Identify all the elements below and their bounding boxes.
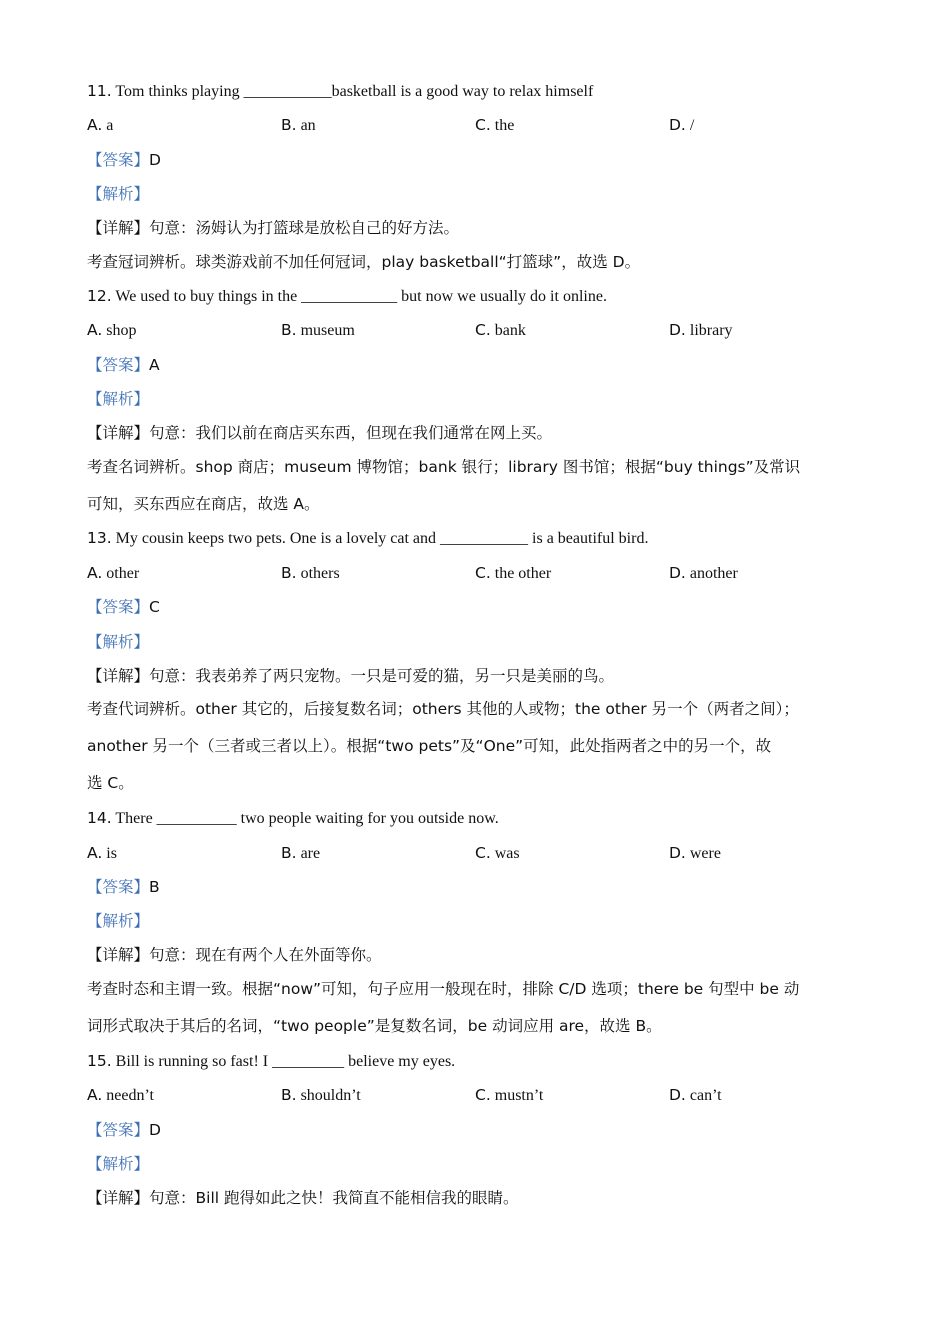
detail-line: 【详解】句意：Bill 跑得如此之快！我简直不能相信我的眼睛。 [87,1189,519,1207]
option-c: C. was [475,844,520,862]
explanation-line: 可知，买东西应在商店，故选 A。 [87,495,320,513]
option-b: B. an [281,116,316,134]
explanation-line: 选 C。 [87,774,134,792]
option-d: D. / [669,116,695,134]
option-d: D. were [669,844,721,862]
option-b: B. museum [281,321,355,339]
option-a: A. needn’t [87,1086,154,1104]
question-number: 11. [87,82,112,100]
option-d: D. another [669,564,738,582]
analysis-label: 【解析】 [87,633,150,651]
explanation-line: 考查时态和主谓一致。根据“now”可知，句子应用一般现在时，排除 C/D 选项；there be 句型中 be 动 [87,980,800,998]
option-c: C. the [475,116,515,134]
option-a: A. a [87,116,114,134]
detail-line: 【详解】句意：现在有两个人在外面等你。 [87,946,382,964]
explanation-line: 考查名词辨析。shop 商店；museum 博物馆；bank 银行；library 图书馆；根据“buy things”及常识 [87,458,801,476]
explanation-line: 词形式取决于其后的名词，“two people”是复数名词，be 动词应用 are，故选 B。 [87,1017,662,1035]
question-14-stem: 14. There __________ two people waiting for you outside now. [87,809,499,827]
question-12-options [87,320,867,340]
option-c: C. mustn’t [475,1086,544,1104]
answer-line: 【答案】C [87,598,160,616]
analysis-label: 【解析】 [87,1155,150,1173]
answer-line: 【答案】A [87,356,160,374]
explanation-line: 考查冠词辨析。球类游戏前不加任何冠词，play basketball“打篮球”，故选 D。 [87,253,641,271]
question-11-options [87,115,867,135]
option-a: A. other [87,564,140,582]
question-13-stem: 13. My cousin keeps two pets. One is a lovely cat and ___________ is a beautiful bird. [87,529,649,547]
question-text: Tom thinks playing ___________basketball is a good way to relax himself [115,83,594,100]
question-13-options [87,563,867,583]
question-12-stem: 12. We used to buy things in the ____________ but now we usually do it online. [87,287,607,305]
answer-line: 【答案】B [87,878,160,896]
question-15-stem: 15. Bill is running so fast! I _________ believe my eyes. [87,1052,456,1070]
option-c: C. the other [475,564,552,582]
analysis-label: 【解析】 [87,185,150,203]
option-d: D. can’t [669,1086,722,1104]
option-d: D. library [669,321,733,339]
option-a: A. shop [87,321,137,339]
detail-line: 【详解】句意：我们以前在商店买东西，但现在我们通常在网上买。 [87,424,553,442]
explanation-line: another 另一个（三者或三者以上）。根据“two pets”及“One”可知，此处指两者之中的另一个，故 [87,737,772,755]
detail-line: 【详解】句意：汤姆认为打篮球是放松自己的好方法。 [87,219,460,237]
answer-line: 【答案】D [87,151,161,169]
option-a: A. is [87,844,117,862]
question-11-stem [87,81,860,102]
option-b: B. others [281,564,340,582]
answer-line: 【答案】D [87,1121,161,1139]
option-c: C. bank [475,321,526,339]
analysis-label: 【解析】 [87,390,150,408]
question-15-options [87,1085,867,1105]
detail-line: 【详解】句意：我表弟养了两只宠物。一只是可爱的猫，另一只是美丽的鸟。 [87,667,615,685]
option-b: B. shouldn’t [281,1086,361,1104]
explanation-line: 考查代词辨析。other 其它的，后接复数名词；others 其他的人或物；the other 另一个（两者之间）； [87,700,799,718]
analysis-label: 【解析】 [87,912,150,930]
option-b: B. are [281,844,321,862]
question-14-options [87,843,867,863]
